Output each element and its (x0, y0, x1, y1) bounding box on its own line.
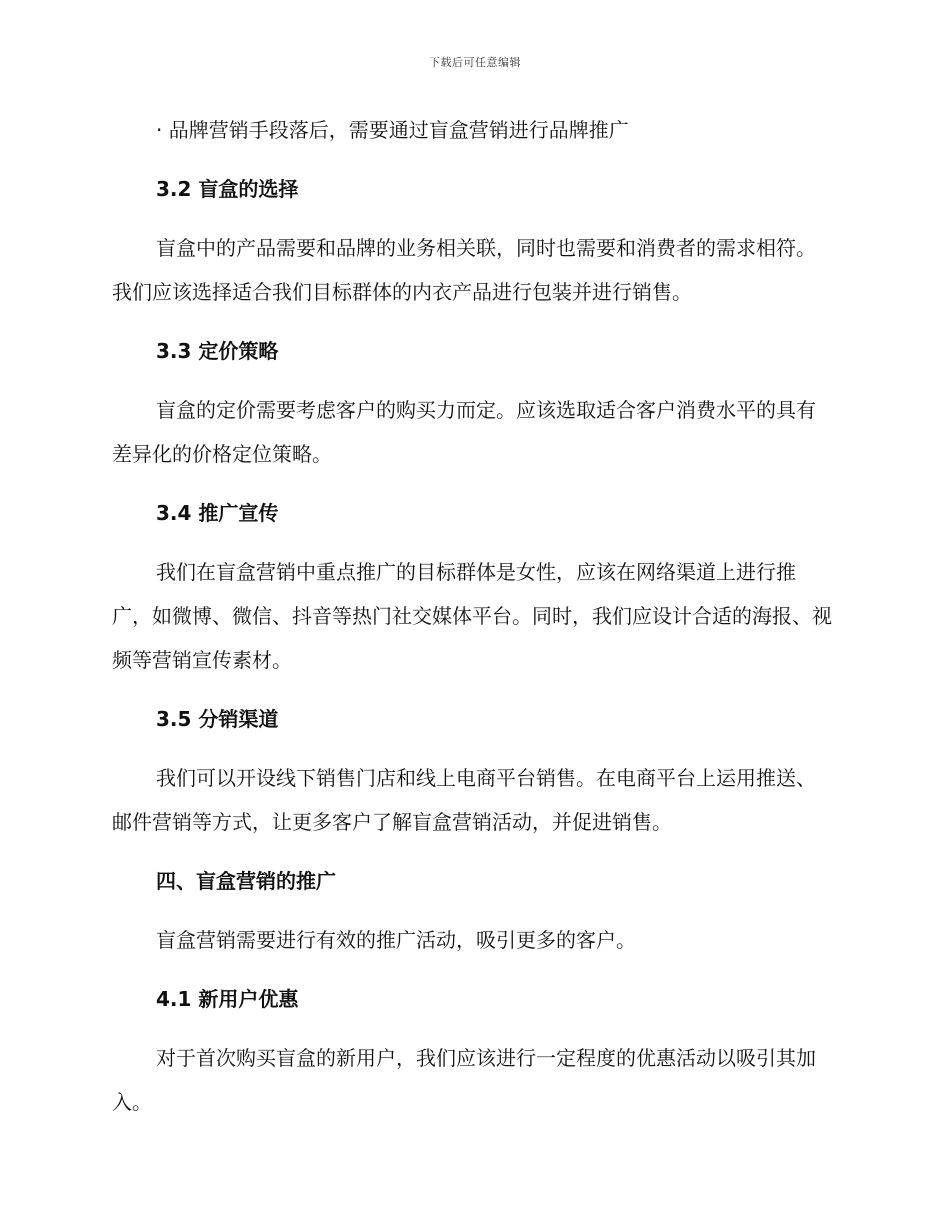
section-heading-3-4: 3.4 推广宣传 (156, 501, 279, 525)
section-heading-4-1: 4.1 新用户优惠 (156, 987, 299, 1011)
paragraph-4-1: 对于首次购买盲盒的新用户，我们应该进行一定程度的优惠活动以吸引其加入。 (112, 1046, 816, 1114)
bullet-item: · 品牌营销手段落后，需要通过盲盒营销进行品牌推广 (156, 118, 629, 142)
paragraph-4: 盲盒营销需要进行有效的推广活动，吸引更多的客户。 (156, 928, 636, 952)
section-heading-3-5: 3.5 分销渠道 (156, 707, 279, 731)
paragraph-3-3: 盲盒的定价需要考虑客户的购买力而定。应该选取适合客户消费水平的具有差异化的价格定位策略。 (112, 398, 816, 466)
paragraph-3-2: 盲盒中的产品需要和品牌的业务相关联，同时也需要和消费者的需求相符。我们应该选择适合我们目标群体的内衣产品进行包装并进行销售。 (112, 236, 816, 304)
chapter-heading-4: 四、盲盒营销的推广 (156, 869, 336, 893)
section-heading-3-2: 3.2 盲盒的选择 (156, 177, 299, 201)
paragraph-3-4: 我们在盲盒营销中重点推广的目标群体是女性，应该在网络渠道上进行推广，如微博、微信、抖音等热门社交媒体平台。同时，我们应设计合适的海报、视频等营销宣传素材。 (112, 560, 832, 672)
paragraph-3-5: 我们可以开设线下销售门店和线上电商平台销售。在电商平台上运用推送、邮件营销等方式，让更多客户了解盲盒营销活动，并促进销售。 (112, 766, 816, 834)
page-header: 下载后可任意编辑 (429, 56, 521, 69)
section-heading-3-3: 3.3 定价策略 (156, 339, 279, 363)
document-body (112, 108, 834, 1139)
